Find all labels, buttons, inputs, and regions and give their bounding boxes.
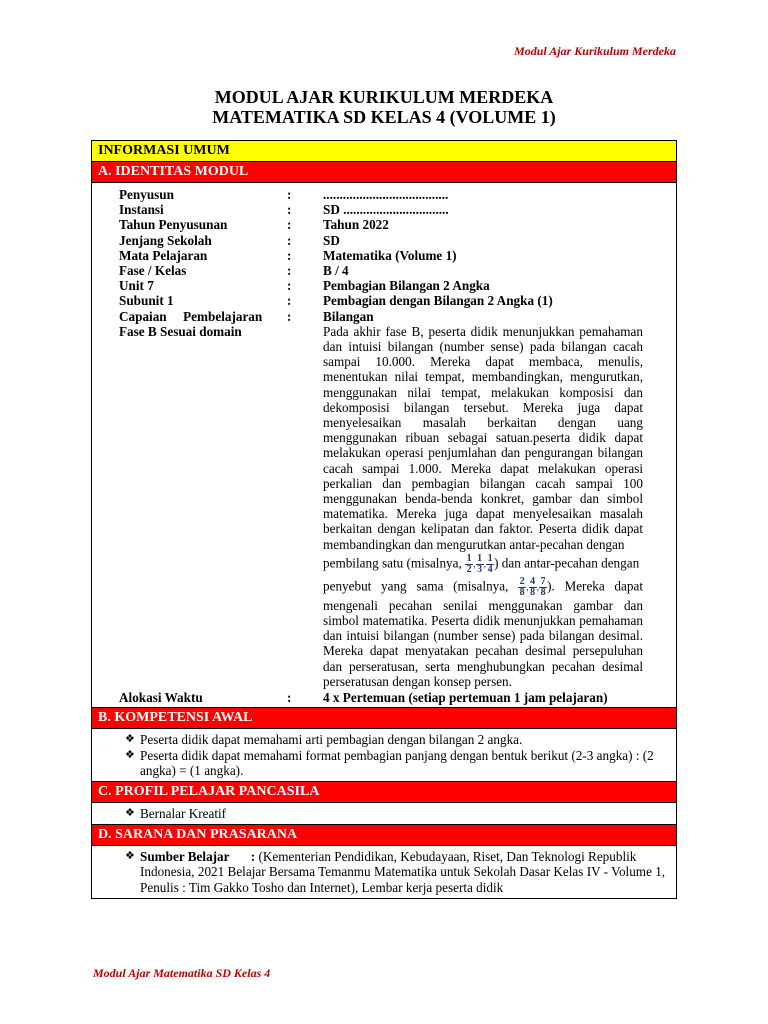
identitas-value: Matematika (Volume 1) (323, 247, 457, 263)
identitas-row (119, 202, 668, 217)
identitas-row (119, 217, 668, 232)
list-item: ❖ Peserta didik dapat memahami arti pembagian dengan bilangan 2 angka. (125, 732, 523, 748)
identitas-colon: : (287, 293, 292, 309)
identitas-colon: : (287, 187, 292, 202)
module-table (91, 140, 677, 899)
page-title (0, 87, 768, 127)
bullet-icon: ❖ (125, 748, 135, 761)
identitas-colon: : (287, 690, 292, 706)
identitas-value: Tahun 2022 (323, 217, 389, 233)
fraction-examples-1: $\frac{1}{2}$ , $\frac{1}{3}$ , $\frac{1}{4}$ (466, 552, 493, 575)
identitas-label: Fase / Kelas (119, 263, 187, 279)
identitas-value: SD (323, 232, 340, 248)
fraction: $\frac{7}{8}$ (540, 575, 546, 598)
identitas-row-fase (119, 324, 668, 689)
fraction: $\frac{1}{3}$ (477, 552, 483, 575)
bullet-icon: ❖ (125, 806, 135, 819)
identitas-value: B / 4 (323, 263, 349, 279)
identitas-value: SD ................................ (323, 202, 449, 218)
identitas-label: Penyusun (119, 187, 174, 202)
fraction: $\frac{4}{8}$ (530, 575, 536, 598)
identitas-label: Mata Pelajaran (119, 247, 208, 263)
identitas-label: Instansi (119, 202, 164, 218)
identitas-row (119, 248, 668, 263)
section-info-umum: INFORMASI UMUM (92, 141, 676, 162)
list-item: ❖ Sumber Belajar : (Kementerian Pendidikan, Kebudayaan, Riset, Dan Teknologi Republik Indonesia, 2021 Belajar Bersama Temanmu Matematika untuk Sekolah Dasar Kelas IV - Volume 1, Penulis : Tim Gakko Tosho dan Internet), Lembar kerja peserta didik (125, 849, 666, 895)
title-line-1: MODUL AJAR KURIKULUM MERDEKA (214, 87, 554, 107)
identitas-row (119, 278, 668, 293)
running-header: Modul Ajar Kurikulum Merdeka (514, 44, 676, 58)
fraction: $\frac{1}{2}$ (466, 552, 472, 575)
identitas-colon: : (287, 263, 292, 279)
kompetensi-list (92, 729, 676, 782)
identitas-label: Capaian Pembelajaran (119, 308, 263, 324)
capaian-pembelajaran-text: Pada akhir fase B, peserta didik menunjukkan pemahaman dan intuisi bilangan (number sense) pada bilangan cacah sampai 10.000. Mereka dapat membaca, menulis, menentukan nilai tempat, membandingkan, mengurutkan, menggunakan nilai tempat, melakukan komposisi dan dekomposisi bilangan tersebut. Mereka juga dapat menyelesaikan masalah berkaitan dengan uang menggunakan ribuan sebagai satuan.peserta didik dapat melakukan operasi penjumlahan dan pengurangan bilangan cacah sampai 1.000. Mereka dapat melakukan operasi perkalian dan pembagian bilangan cacah sampai 100 menggunakan benda-benda konkret, gambar dan simbol matematika. Mereka juga dapat menyelesaikan masalah berkaitan dengan kelipatan dan faktor. Peserta didik dapat membandingkan dan mengurutkan antar-pecahan dengan pembilang satu (misalnya, $\frac{1}{2}$ , $\frac{1}{3}$ , $\frac{1}{4}$ ) dan antar-pecahan dengan penyebut yang sama (misalnya, $\frac{2}{8}$ , $\frac{4}{8}$ , $\frac{7}{8}$ ). Mereka dapat mengenali pecahan senilai menggunakan gambar dan simbol matematika. Peserta didik menunjukkan pemahaman dan intuisi bilangan (number sense) pada bilangan desimal. Mereka dapat menyatakan pecahan desimal persepuluhan dan perseratusan, serta menghubungkan pecahan desimal perseratusan dengan konsep persen. (323, 323, 643, 689)
sarana-list (92, 846, 676, 898)
identitas-row (119, 309, 668, 324)
fraction: $\frac{1}{4}$ (487, 552, 493, 575)
list-item: ❖ Peserta didik dapat memahami format pembagian panjang dengan bentuk berikut (2-3 angka) : (2 angka) = (1 angka). (125, 747, 654, 778)
identitas-label: Tahun Penyusunan (119, 217, 228, 233)
identitas-row (119, 233, 668, 248)
identitas-label: Subunit 1 (119, 293, 174, 309)
running-footer: Modul Ajar Matematika SD Kelas 4 (93, 966, 271, 980)
identitas-row-alokasi (119, 690, 668, 705)
sumber-belajar-label: Sumber Belajar (140, 849, 230, 865)
identitas-colon: : (287, 202, 292, 218)
identitas-label: Jenjang Sekolah (119, 232, 212, 248)
section-identitas: A. IDENTITAS MODUL (92, 162, 676, 183)
fraction: $\frac{2}{8}$ (519, 575, 525, 598)
identitas-value: 4 x Pertemuan (setiap pertemuan 1 jam pelajaran) (323, 690, 608, 706)
identitas-label: Fase B Sesuai domain (119, 323, 242, 339)
identitas-row (119, 263, 668, 278)
identitas-value: Pembagian Bilangan 2 Angka (323, 278, 490, 294)
identitas-value: Bilangan (323, 308, 374, 324)
identitas-label: Unit 7 (119, 278, 154, 294)
identitas-row (119, 187, 668, 202)
fraction-examples-2: $\frac{2}{8}$ , $\frac{4}{8}$ , $\frac{7}{8}$ (519, 575, 546, 598)
identitas-block (92, 183, 676, 708)
identitas-colon: : (287, 278, 292, 294)
identitas-colon: : (287, 308, 292, 324)
section-profil-pelajar: C. PROFIL PELAJAR PANCASILA (92, 782, 676, 803)
identitas-row (119, 293, 668, 308)
profil-list (92, 803, 676, 825)
identitas-colon: : (287, 217, 292, 233)
identitas-value: ...................................... (323, 187, 449, 202)
identitas-value: Pembagian dengan Bilangan 2 Angka (1) (323, 293, 553, 309)
section-kompetensi-awal: B. KOMPETENSI AWAL (92, 708, 676, 729)
sumber-belajar-text: (Kementerian Pendidikan, Kebudayaan, Riset, Dan Teknologi Republik Indonesia, 2021 Belajar Bersama Temanmu Matematika untuk Sekolah Dasar Kelas IV - Volume 1, Penulis : Tim Gakko Tosho dan Internet), Lembar kerja peserta didik (140, 849, 666, 895)
identitas-colon: : (287, 232, 292, 248)
bullet-icon: ❖ (125, 733, 135, 746)
title-line-2: MATEMATIKA SD KELAS 4 (VOLUME 1) (212, 107, 556, 127)
bullet-icon: ❖ (125, 850, 135, 863)
section-sarana-prasarana: D. SARANA DAN PRASARANA (92, 825, 676, 846)
list-item: ❖ Bernalar Kreatif (125, 805, 227, 821)
identitas-rows (119, 187, 668, 324)
identitas-label: Alokasi Waktu (119, 690, 203, 706)
identitas-colon: : (287, 247, 292, 263)
